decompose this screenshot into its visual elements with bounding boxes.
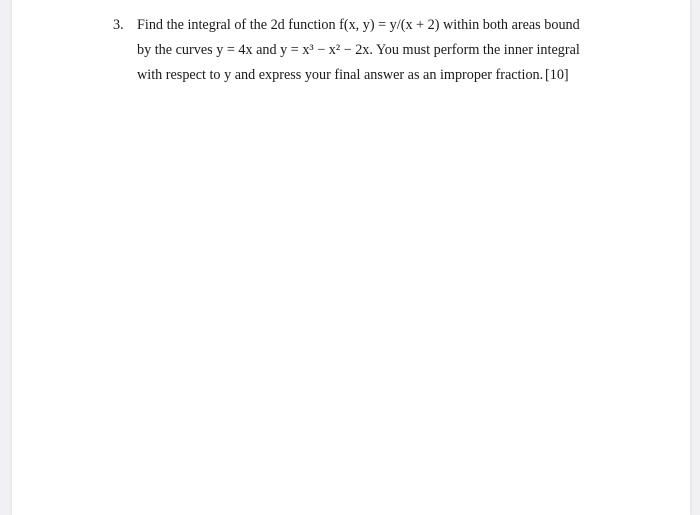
- question-text-line-2: by the curves y = 4x and y = x³ − x² − 2x. You must perform the inner integral: [137, 42, 580, 58]
- document-page: [12, 0, 690, 515]
- question-number: 3.: [113, 17, 124, 33]
- question-text-line-3: with respect to y and express your final answer as an improper fraction.: [137, 67, 544, 83]
- question-text-line-1: Find the integral of the 2d function f(x, y) = y/(x + 2) within both areas bound: [137, 17, 580, 33]
- question-marks: [10]: [545, 67, 569, 83]
